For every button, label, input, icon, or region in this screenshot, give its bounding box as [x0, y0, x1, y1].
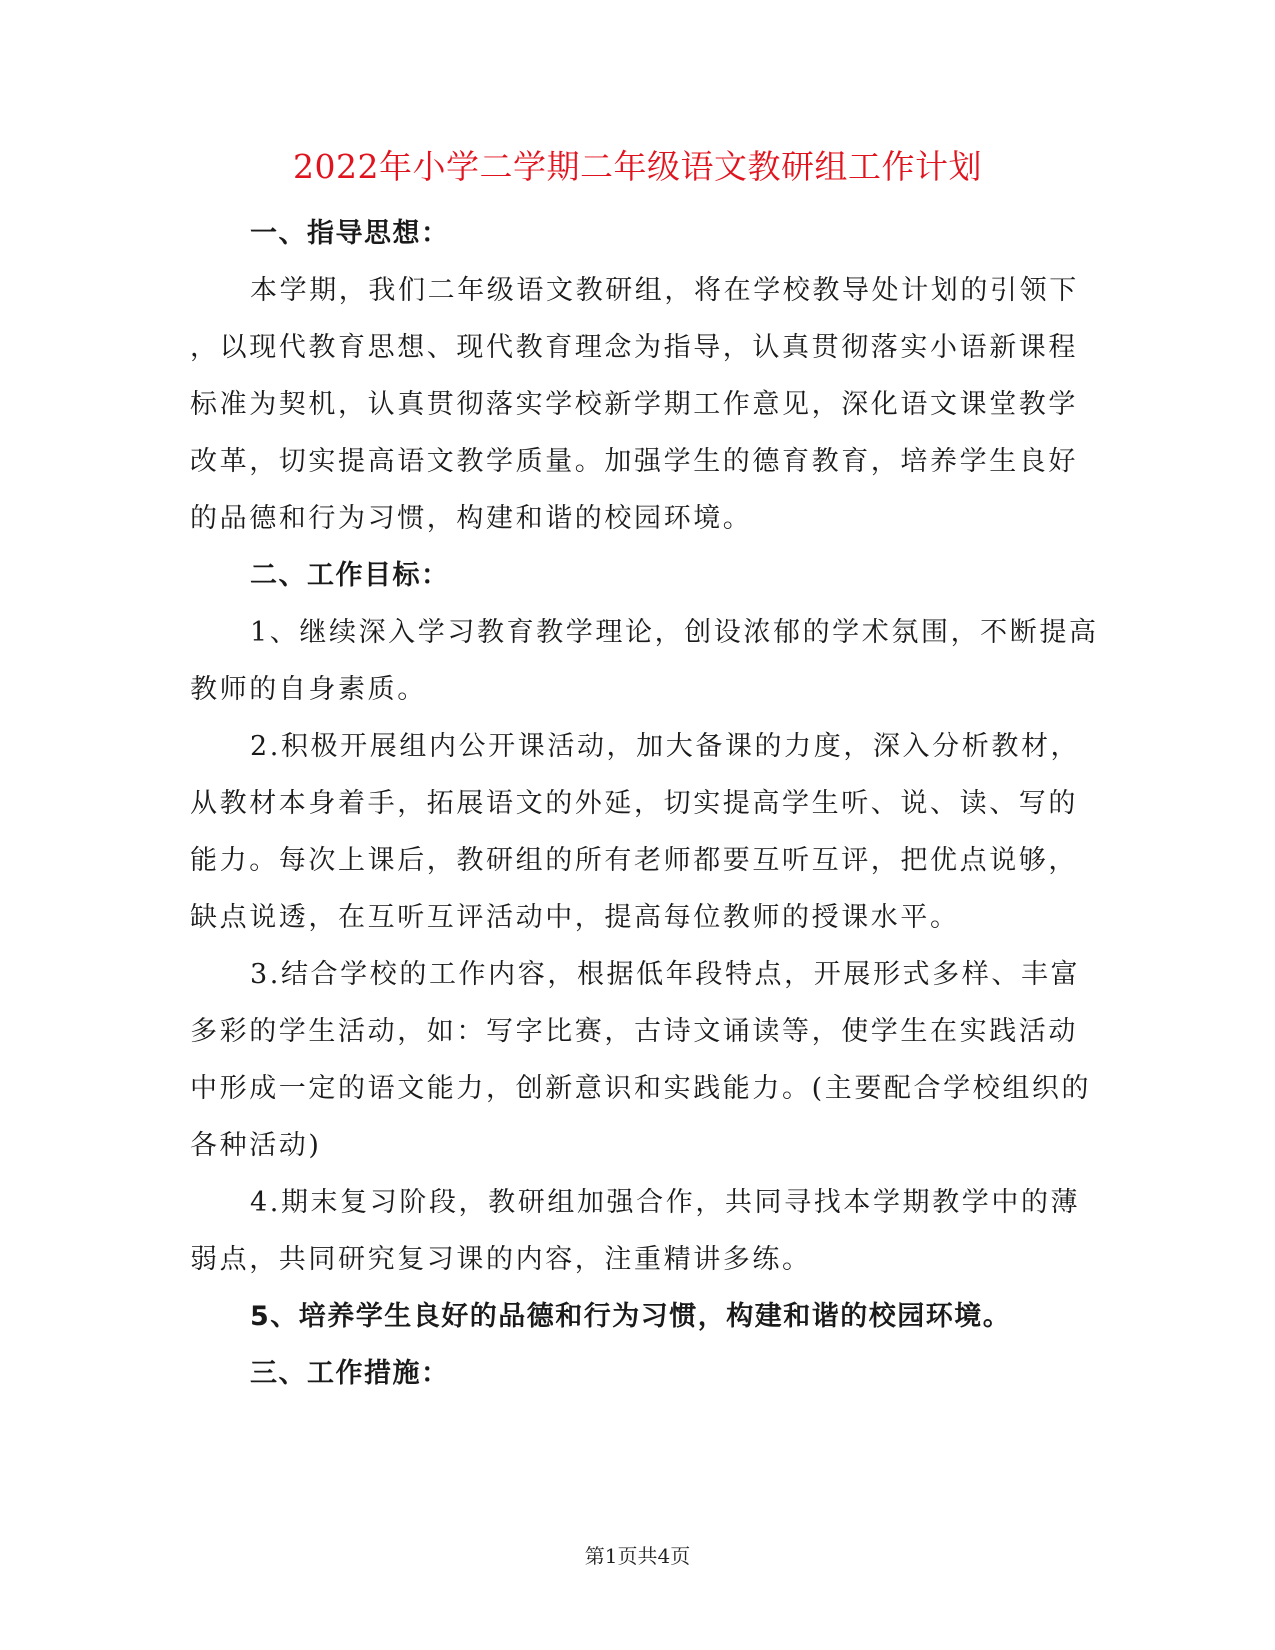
body-line: 标准为契机，认真贯彻落实学校新学期工作意见，深化语文课堂教学: [190, 389, 1078, 420]
body-line: 中形成一定的语文能力，创新意识和实践能力。(主要配合学校组织的: [190, 1073, 1092, 1104]
body-line: 2.积极开展组内公开课活动，加大备课的力度，深入分析教材，: [250, 731, 1081, 762]
body-line: 改革，切实提高语文教学质量。加强学生的德育教育，培养学生良好: [190, 446, 1078, 477]
document-title: 2022年小学二学期二年级语文教研组工作计划: [293, 147, 982, 186]
section-heading: 三、工作措施：: [250, 1358, 450, 1389]
body-line: 弱点，共同研究复习课的内容，注重精讲多练。: [190, 1244, 812, 1275]
body-line: 能力。每次上课后，教研组的所有老师都要互听互评，把优点说够，: [190, 845, 1078, 876]
body-line: 各种活动): [190, 1130, 322, 1161]
body-line: 的品德和行为习惯，构建和谐的校园环境。: [190, 503, 753, 534]
body-line: 缺点说透，在互听互评活动中，提高每位教师的授课水平。: [190, 902, 960, 933]
page-number: 第1页共4页: [584, 1544, 691, 1568]
document-body: [190, 205, 1099, 1402]
body-line: 多彩的学生活动，如：写字比赛，古诗文诵读等，使学生在实践活动: [190, 1016, 1078, 1047]
goal-line-bold: 5、培养学生良好的品德和行为习惯，构建和谐的校园环境。: [250, 1301, 1012, 1332]
section-heading: 一、指导思想：: [250, 218, 450, 249]
body-line: 本学期，我们二年级语文教研组，将在学校教导处计划的引领下: [250, 275, 1079, 306]
body-line: 4.期末复习阶段，教研组加强合作，共同寻找本学期教学中的薄: [250, 1187, 1081, 1218]
section-heading: 二、工作目标：: [250, 560, 450, 591]
body-line: 从教材本身着手，拓展语文的外延，切实提高学生听、说、读、写的: [190, 788, 1078, 819]
body-line: ，以现代教育思想、现代教育理念为指导，认真贯彻落实小语新课程: [190, 332, 1078, 363]
body-line: 3.结合学校的工作内容，根据低年段特点，开展形式多样、丰富: [250, 959, 1081, 990]
body-line: 1、继续深入学习教育教学理论，创设浓郁的学术氛围，不断提高: [250, 617, 1099, 648]
body-line: 教师的自身素质。: [190, 674, 427, 705]
